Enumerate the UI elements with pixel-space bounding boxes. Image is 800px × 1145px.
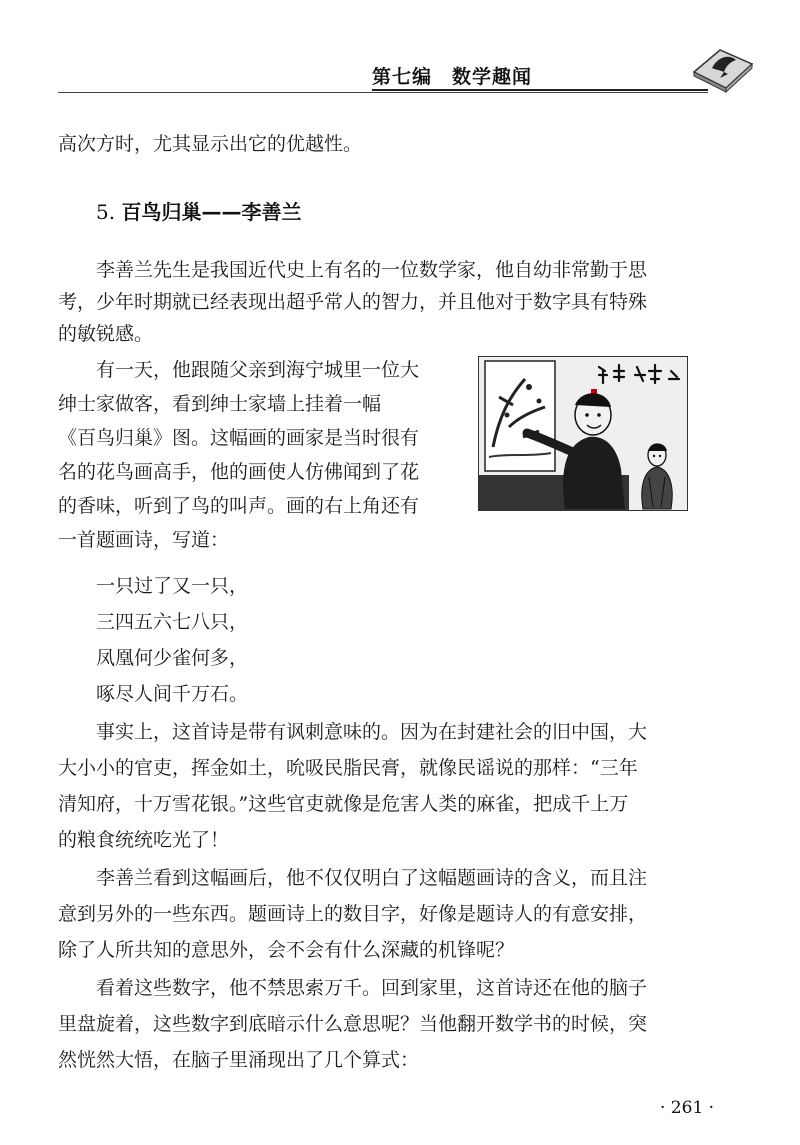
text-line: 的粮食统统吃光了！ bbox=[58, 829, 230, 851]
text-line: 的敏锐感。 bbox=[58, 323, 154, 345]
book-emblem-icon bbox=[690, 42, 754, 94]
text-line: 看着这些数字，他不禁思索万千。回到家里，这首诗还在他的脑子 bbox=[96, 977, 648, 999]
text-line: 意到另外的一些东西。题画诗上的数目字，好像是题诗人的有意安排， bbox=[58, 903, 648, 925]
poem-line: 凤凰何少雀何多， bbox=[96, 647, 249, 669]
section-heading: 百鸟归巢——李善兰 bbox=[121, 200, 302, 224]
poem-line: 啄尽人间千万石。 bbox=[96, 683, 249, 705]
text-line: 李善兰先生是我国近代史上有名的一位数学家，他自幼非常勤于思 bbox=[96, 259, 648, 281]
text-line: 一首题画诗，写道： bbox=[58, 529, 230, 551]
section-title bbox=[96, 199, 301, 225]
poem-line: 三四五六七八只， bbox=[96, 611, 249, 633]
text-line: 有一天，他跟随父亲到海宁城里一位大 bbox=[96, 359, 420, 381]
text-line: 然恍然大悟，在脑子里涌现出了几个算式： bbox=[58, 1049, 420, 1071]
text-line: 李善兰看到这幅画后，他不仅仅明白了这幅题画诗的含义，而且注 bbox=[96, 867, 648, 889]
text-line: 清知府，十万雪花银。”这些官吏就像是危害人类的麻雀，把成千上万 bbox=[58, 793, 629, 815]
text-line: 里盘旋着，这些数字到底暗示什么意思呢？当他翻开数学书的时候，突 bbox=[58, 1013, 648, 1035]
text-line: 高次方时，尤其显示出它的优越性。 bbox=[58, 133, 363, 155]
text-line: 名的花鸟画高手，他的画使人仿佛闻到了花 bbox=[58, 461, 420, 483]
text-line: 除了人所共知的意思外，会不会有什么深藏的机锋呢？ bbox=[58, 939, 515, 961]
painting-illustration-icon bbox=[478, 356, 688, 511]
header-rule-thick bbox=[372, 89, 708, 91]
section-number: 5. bbox=[96, 200, 122, 224]
text-line: 绅士家做客，看到绅士家墙上挂着一幅 bbox=[58, 393, 382, 415]
text-line: 考，少年时期就已经表现出超乎常人的智力，并且他对于数字具有特殊 bbox=[58, 291, 648, 313]
text-line: 的香味，听到了鸟的叫声。画的右上角还有 bbox=[58, 495, 420, 517]
text-line: 大小小的官吏，挥金如土，吮吸民脂民膏，就像民谣说的那样：“三年 bbox=[58, 757, 638, 779]
poem-line: 一只过了又一只， bbox=[96, 575, 249, 597]
header-rule bbox=[58, 92, 708, 93]
page-number: · 261 · bbox=[660, 1098, 715, 1118]
text-line: 事实上，这首诗是带有讽刺意味的。因为在封建社会的旧中国，大 bbox=[96, 721, 648, 743]
text-line: 《百鸟归巢》图。这幅画的画家是当时很有 bbox=[58, 427, 420, 449]
running-header-title: 第七编 数学趣闻 bbox=[372, 66, 533, 88]
